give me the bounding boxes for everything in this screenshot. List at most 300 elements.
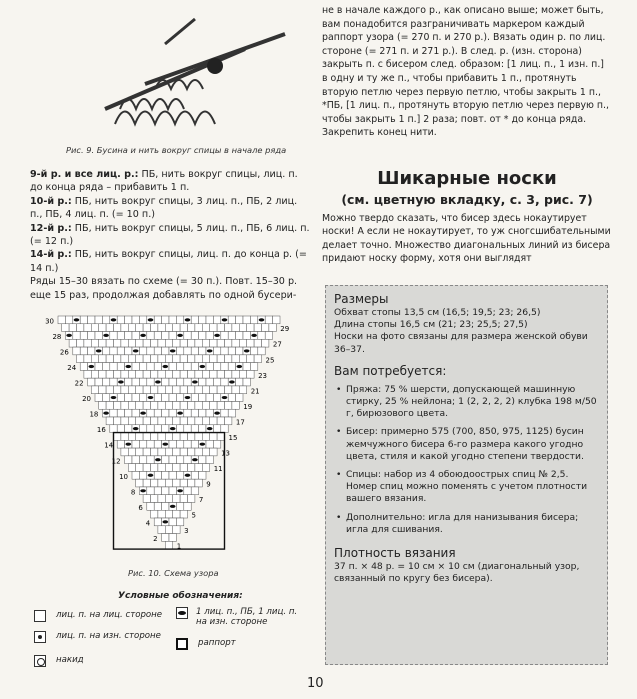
- row-label-left: 2: [153, 534, 158, 543]
- chart-cell: [151, 433, 158, 441]
- row-label-right: 13: [221, 449, 231, 458]
- chart-cell: [121, 448, 128, 456]
- bead-mark: [207, 427, 213, 430]
- notions-item: • Дополнительно: игла для нанизывания бисера; игла для сшивания.: [336, 511, 579, 535]
- chart-cell: [206, 316, 213, 324]
- chart-cell: [132, 440, 139, 448]
- chart-cell: [199, 471, 206, 479]
- chart-cell: [176, 394, 183, 402]
- chart-cell: [250, 347, 257, 355]
- chart-cell: [73, 347, 80, 355]
- chart-cell: [121, 386, 128, 394]
- row-label-right: 15: [228, 433, 238, 442]
- chart-cell: [217, 370, 224, 378]
- row-label-right: 11: [213, 465, 223, 474]
- bullet-icon: •: [336, 511, 342, 523]
- chart-cell: [121, 324, 128, 332]
- chart-cell: [139, 394, 146, 402]
- chart-cell: [99, 355, 106, 363]
- row-label-left: 26: [59, 348, 69, 357]
- bead-mark: [103, 411, 109, 414]
- chart-cell: [114, 401, 121, 409]
- chart-cell: [184, 347, 191, 355]
- row-label-left: 14: [104, 441, 114, 450]
- chart-cell: [180, 401, 187, 409]
- chart-cell: [162, 409, 169, 417]
- chart-cell: [162, 471, 169, 479]
- chart-cell: [128, 386, 135, 394]
- chart-cell: [154, 394, 161, 402]
- chart-cell: [210, 370, 217, 378]
- chart-cell: [143, 448, 150, 456]
- row14-label: 14-й р.:: [30, 249, 72, 261]
- chart-cell: [173, 324, 180, 332]
- bead-mark: [170, 349, 176, 352]
- bead-mark: [148, 474, 154, 477]
- chart-cell: [99, 370, 106, 378]
- chart-cell: [173, 448, 180, 456]
- figure-9-caption: Рис. 9. Бусина и нить вокруг спицы в начале ряда: [66, 145, 287, 155]
- legend-item-knit-rs: лиц. п. на лиц. стороне: [34, 610, 162, 622]
- chart-cell: [84, 370, 91, 378]
- chart-cell: [154, 409, 161, 417]
- chart-cell: [158, 324, 165, 332]
- chart-cell: [143, 433, 150, 441]
- chart-cell: [147, 332, 154, 340]
- chart-cell: [162, 316, 169, 324]
- chart-cell: [151, 355, 158, 363]
- chart-cell: [154, 332, 161, 340]
- chart-cell: [147, 409, 154, 417]
- chart-cell: [158, 417, 165, 425]
- chart-cell: [188, 386, 195, 394]
- chart-cell: [136, 479, 143, 487]
- row-label-right: 21: [250, 387, 260, 396]
- chart-cell: [143, 370, 150, 378]
- chart-cell: [147, 487, 154, 495]
- chart-cell: [136, 401, 143, 409]
- chart-cell: [65, 316, 72, 324]
- chart-cell: [236, 332, 243, 340]
- chart-cell: [88, 316, 95, 324]
- chart-cell: [102, 363, 109, 371]
- chart-cell: [147, 363, 154, 371]
- chart-cell: [132, 332, 139, 340]
- chart-cell: [125, 332, 132, 340]
- chart-cell: [106, 324, 113, 332]
- chart-cell: [117, 363, 124, 371]
- row-label-right: 3: [184, 527, 189, 536]
- article-subtitle: (см. цветную вкладку, с. 3, рис. 7): [341, 192, 593, 207]
- chart-cell: [173, 433, 180, 441]
- chart-cell: [184, 332, 191, 340]
- sizes-line-1: Обхват стопы 13,5 см (16,5; 19,5; 23; 26,5): [334, 307, 541, 318]
- chart-cell: [202, 433, 209, 441]
- chart-cell: [221, 425, 228, 433]
- chart-cell: [228, 347, 235, 355]
- chart-cell: [162, 456, 169, 464]
- chart-cell: [121, 355, 128, 363]
- dot-symbol-icon: [34, 631, 46, 643]
- chart-cell: [69, 339, 76, 347]
- chart-cell: [151, 386, 158, 394]
- chart-cell: [132, 363, 139, 371]
- chart-cell: [162, 502, 169, 510]
- bead-mark: [140, 489, 146, 492]
- chart-cell: [165, 324, 172, 332]
- chart-cell: [139, 456, 146, 464]
- chart-cell: [202, 448, 209, 456]
- chart-cell: [169, 487, 176, 495]
- chart-cell: [176, 425, 183, 433]
- chart-cell: [228, 363, 235, 371]
- chart-cell: [114, 386, 121, 394]
- row12-text: ПБ, нить вокруг спицы, 5 лиц. п., ПБ, 6 лиц. п. (= 12 п.): [30, 222, 310, 248]
- chart-cell: [158, 464, 165, 472]
- bead-mark: [185, 474, 191, 477]
- chart-cell: [165, 355, 172, 363]
- chart-cell: [154, 316, 161, 324]
- chart-cell: [165, 433, 172, 441]
- chart-cell: [180, 464, 187, 472]
- chart-cell: [184, 440, 191, 448]
- chart-cell: [110, 409, 117, 417]
- chart-cell: [151, 370, 158, 378]
- bead-mark: [74, 318, 80, 321]
- chart-cell: [80, 347, 87, 355]
- chart-cell: [206, 409, 213, 417]
- bead-mark: [111, 318, 117, 321]
- chart-cell: [206, 394, 213, 402]
- chart-cell: [202, 464, 209, 472]
- gauge-heading: Плотность вязания: [334, 546, 456, 561]
- chart-cell: [151, 324, 158, 332]
- chart-cell: [106, 370, 113, 378]
- chart-cell: [121, 370, 128, 378]
- chart-cell: [217, 339, 224, 347]
- legend-title: Условные обозначения:: [118, 591, 243, 601]
- chart-cell: [151, 479, 158, 487]
- beads-item: • Бисер: примерно 575 (700, 850, 975, 1125) бусин жемчужного бисера 6-го размера какого угодно цвета, стиля и какой угодно степени твердости.: [336, 426, 584, 462]
- chart-cell: [176, 471, 183, 479]
- chart-cell: [165, 339, 172, 347]
- chart-cell: [206, 378, 213, 386]
- bead-mark: [192, 380, 198, 383]
- chart-cell: [180, 339, 187, 347]
- chart-cell: [239, 386, 246, 394]
- chart-cell: [147, 378, 154, 386]
- chart-cell: [195, 401, 202, 409]
- chart-cell: [236, 316, 243, 324]
- row-label-right: 25: [265, 356, 275, 365]
- chart-cell: [136, 433, 143, 441]
- chart-cell: [225, 355, 232, 363]
- chart-cell: [165, 370, 172, 378]
- chart-cell: [151, 417, 158, 425]
- chart-cell: [128, 401, 135, 409]
- chart-cell: [114, 370, 121, 378]
- row-label-right: 19: [243, 402, 253, 411]
- chart-cell: [154, 487, 161, 495]
- chart-cell: [228, 394, 235, 402]
- chart-cell: [139, 378, 146, 386]
- chart-cell: [162, 394, 169, 402]
- chart-cell: [151, 510, 158, 518]
- bead-mark: [66, 334, 72, 337]
- chart-cell: [254, 324, 261, 332]
- chart-cell: [176, 378, 183, 386]
- chart-cell: [213, 316, 220, 324]
- chart-cell: [165, 386, 172, 394]
- chart-cell: [243, 316, 250, 324]
- chart-cell: [139, 471, 146, 479]
- chart-cell: [91, 370, 98, 378]
- bead-mark: [170, 427, 176, 430]
- bead-needle-illustration: [95, 14, 295, 134]
- chart-cell: [114, 433, 121, 441]
- chart-cell: [232, 324, 239, 332]
- chart-cell: [147, 347, 154, 355]
- chart-cell: [143, 324, 150, 332]
- chart-cell: [143, 464, 150, 472]
- bullet-icon: •: [336, 426, 342, 438]
- chart-cell: [180, 355, 187, 363]
- chart-cell: [195, 324, 202, 332]
- row-label-right: 1: [176, 542, 182, 551]
- chart-cell: [232, 355, 239, 363]
- chart-cell: [77, 324, 84, 332]
- chart-cell: [180, 324, 187, 332]
- chart-cell: [80, 332, 87, 340]
- chart-cell: [102, 378, 109, 386]
- chart-cell: [265, 332, 272, 340]
- chart-cell: [225, 324, 232, 332]
- chart-cell: [243, 363, 250, 371]
- chart-cell: [247, 339, 254, 347]
- chart-cell: [99, 386, 106, 394]
- legend-item-yarnover: накид: [34, 655, 84, 667]
- chart-cell: [136, 417, 143, 425]
- chart-cell: [110, 332, 117, 340]
- chart-cell: [95, 378, 102, 386]
- chart-cell: [199, 347, 206, 355]
- row-label-left: 22: [74, 379, 84, 388]
- chart-cell: [191, 440, 198, 448]
- chart-cell: [213, 378, 220, 386]
- chart-cell: [199, 456, 206, 464]
- chart-cell: [125, 394, 132, 402]
- chart-cell: [162, 332, 169, 340]
- chart-cell: [143, 417, 150, 425]
- bead-mark: [133, 427, 139, 430]
- chart-cell: [184, 425, 191, 433]
- chart-cell: [217, 401, 224, 409]
- chart-cell: [154, 425, 161, 433]
- bullet-icon: •: [336, 469, 342, 481]
- chart-cell: [191, 347, 198, 355]
- chart-cell: [106, 401, 113, 409]
- chart-cell: [191, 332, 198, 340]
- pattern-chart: [28, 312, 318, 562]
- needles-item: • Спицы: набор из 4 обоюдоострых спиц № 2,5. Номер спиц можно поменять с учетом плотности вашего вязания.: [336, 469, 588, 505]
- bead-mark: [237, 365, 243, 368]
- chart-cell: [154, 502, 161, 510]
- chart-cell: [176, 502, 183, 510]
- bead-mark: [140, 411, 146, 414]
- chart-cell: [184, 502, 191, 510]
- bead-mark: [200, 443, 206, 446]
- chart-cell: [110, 363, 117, 371]
- chart-cell: [102, 394, 109, 402]
- chart-cell: [188, 464, 195, 472]
- article-intro: Можно твердо сказать, что бисер здесь нокаутирует носки! А если не нокаутирует, то уж сногсшибательными делает точно. Множество диагональных линий из бисера придают носку форму, хотя они выглядят: [322, 213, 611, 265]
- row-label-left: 28: [52, 332, 62, 341]
- bead-mark: [133, 349, 139, 352]
- rows-15-30-text: Ряды 15–30 вязать по схеме (= 30 п.). Повт. 15–30 р. еще 15 раз, продолжая добавлять по одной бусери-: [30, 276, 298, 301]
- chart-cell: [188, 495, 195, 503]
- chart-cell: [139, 347, 146, 355]
- chart-cell: [210, 433, 217, 441]
- chart-cell: [191, 394, 198, 402]
- chart-cell: [143, 339, 150, 347]
- chart-cell: [173, 464, 180, 472]
- chart-cell: [210, 355, 217, 363]
- materials-heading: Вам потребуется:: [334, 363, 447, 378]
- chart-cell: [225, 339, 232, 347]
- chart-cell: [88, 332, 95, 340]
- chart-cell: [117, 440, 124, 448]
- chart-cell: [165, 526, 172, 534]
- chart-cell: [247, 370, 254, 378]
- chart-cell: [110, 378, 117, 386]
- bead-mark: [207, 349, 213, 352]
- chart-cell: [232, 386, 239, 394]
- chart-cell: [143, 355, 150, 363]
- chart-cell: [128, 464, 135, 472]
- chart-cell: [176, 347, 183, 355]
- chart-cell: [169, 316, 176, 324]
- chart-cell: [91, 324, 98, 332]
- chart-cell: [158, 433, 165, 441]
- chart-cell: [158, 355, 165, 363]
- chart-cell: [58, 316, 65, 324]
- bead-mark: [244, 349, 250, 352]
- chart-cell: [102, 316, 109, 324]
- chart-cell: [188, 355, 195, 363]
- repeat-symbol-icon: [176, 638, 188, 650]
- chart-cell: [165, 541, 172, 549]
- chart-cell: [169, 332, 176, 340]
- chart-cell: [132, 394, 139, 402]
- chart-cell: [84, 355, 91, 363]
- row-label-right: 17: [235, 418, 245, 427]
- row10-text: ПБ, нить вокруг спицы, 3 лиц. п., ПБ, 2 лиц. п., ПБ, 4 лиц. п. (= 10 п.): [30, 195, 298, 221]
- chart-cell: [154, 440, 161, 448]
- chart-cell: [199, 378, 206, 386]
- chart-cell: [184, 378, 191, 386]
- bead-mark: [185, 396, 191, 399]
- chart-cell: [117, 425, 124, 433]
- chart-cell: [195, 417, 202, 425]
- chart-cell: [143, 479, 150, 487]
- chart-cell: [143, 386, 150, 394]
- chart-cell: [210, 386, 217, 394]
- chart-cell: [225, 401, 232, 409]
- chart-cell: [217, 386, 224, 394]
- chart-cell: [151, 464, 158, 472]
- chart-cell: [125, 456, 132, 464]
- chart-cell: [191, 316, 198, 324]
- chart-cell: [173, 417, 180, 425]
- row-label-left: 24: [67, 364, 77, 373]
- chart-cell: [143, 401, 150, 409]
- chart-cell: [169, 394, 176, 402]
- chart-cell: [95, 332, 102, 340]
- chart-cell: [191, 409, 198, 417]
- chart-cell: [202, 355, 209, 363]
- bead-mark: [185, 318, 191, 321]
- bead-mark: [170, 505, 176, 508]
- chart-cell: [184, 487, 191, 495]
- sizes-line-3: Носки на фото связаны для размера женской обуви 36–37.: [334, 331, 588, 355]
- chart-cell: [247, 324, 254, 332]
- legend-item-knit-ws: лиц. п. на изн. стороне: [34, 631, 161, 643]
- chart-cell: [117, 409, 124, 417]
- chart-cell: [132, 378, 139, 386]
- chart-cell: [99, 339, 106, 347]
- chart-cell: [125, 378, 132, 386]
- chart-cell: [162, 425, 169, 433]
- chart-cell: [139, 425, 146, 433]
- chart-cell: [221, 363, 228, 371]
- chart-cell: [169, 363, 176, 371]
- chart-cell: [128, 433, 135, 441]
- bead-symbol-icon: [176, 607, 188, 619]
- bead-mark: [140, 334, 146, 337]
- chart-cell: [158, 526, 165, 534]
- right-top-text: не в начале каждого р., как описано выше; может быть, вам понадобится разграничивать маркером каждый раппорт узора (= 270 п. и 270 р.). Вязать один р. по лиц. стороне (= 271 п. и 271 р.). В след. р. (изн. сторона) закрыть п. с бисером след. образом: [1 лиц. п., 1 изн. п.] в одну и ту же п., чтобы прибавить 1 п., протянуть вторую петлю через первую петлю, чтобы закрыть 1 п., *ПБ, [1 лиц. п., протянуть вторую петлю через первую п., чтобы закрыть 1 п.] 2 раза; повт. от * до конца ряда. Закрепить конец нити.: [322, 5, 609, 139]
- yarn-item: • Пряжа: 75 % шерсти, допускающей машинную стирку, 25 % нейлона; 1 (2, 2, 2, 2) клубка 198 м/50 г, бирюзового цвета.: [336, 383, 597, 420]
- row-label-left: 18: [89, 410, 99, 419]
- legend-item-repeat: раппорт: [176, 638, 236, 650]
- chart-cell: [213, 440, 220, 448]
- bead-mark: [163, 365, 169, 368]
- chart-cell: [95, 316, 102, 324]
- article-title: Шикарные носки: [377, 168, 557, 189]
- row-label-left: 12: [111, 457, 121, 466]
- chart-cell: [176, 518, 183, 526]
- chart-cell: [195, 433, 202, 441]
- bead-mark: [111, 396, 117, 399]
- chart-cell: [169, 471, 176, 479]
- chart-cell: [136, 448, 143, 456]
- bead-mark: [163, 443, 169, 446]
- chart-cell: [243, 332, 250, 340]
- chart-cell: [114, 339, 121, 347]
- chart-cell: [128, 355, 135, 363]
- bead-mark: [126, 365, 132, 368]
- chart-cell: [236, 347, 243, 355]
- row-label-left: 16: [96, 426, 106, 435]
- bead-mark: [192, 458, 198, 461]
- chart-cell: [165, 495, 172, 503]
- row9-text: ПБ, нить вокруг спицы, лиц. п. до конца ряда – прибавить 1 п.: [30, 169, 298, 194]
- chart-cell: [180, 370, 187, 378]
- bead-mark: [177, 334, 183, 337]
- chart-cell: [106, 386, 113, 394]
- chart-cell: [213, 363, 220, 371]
- bead-mark: [229, 380, 235, 383]
